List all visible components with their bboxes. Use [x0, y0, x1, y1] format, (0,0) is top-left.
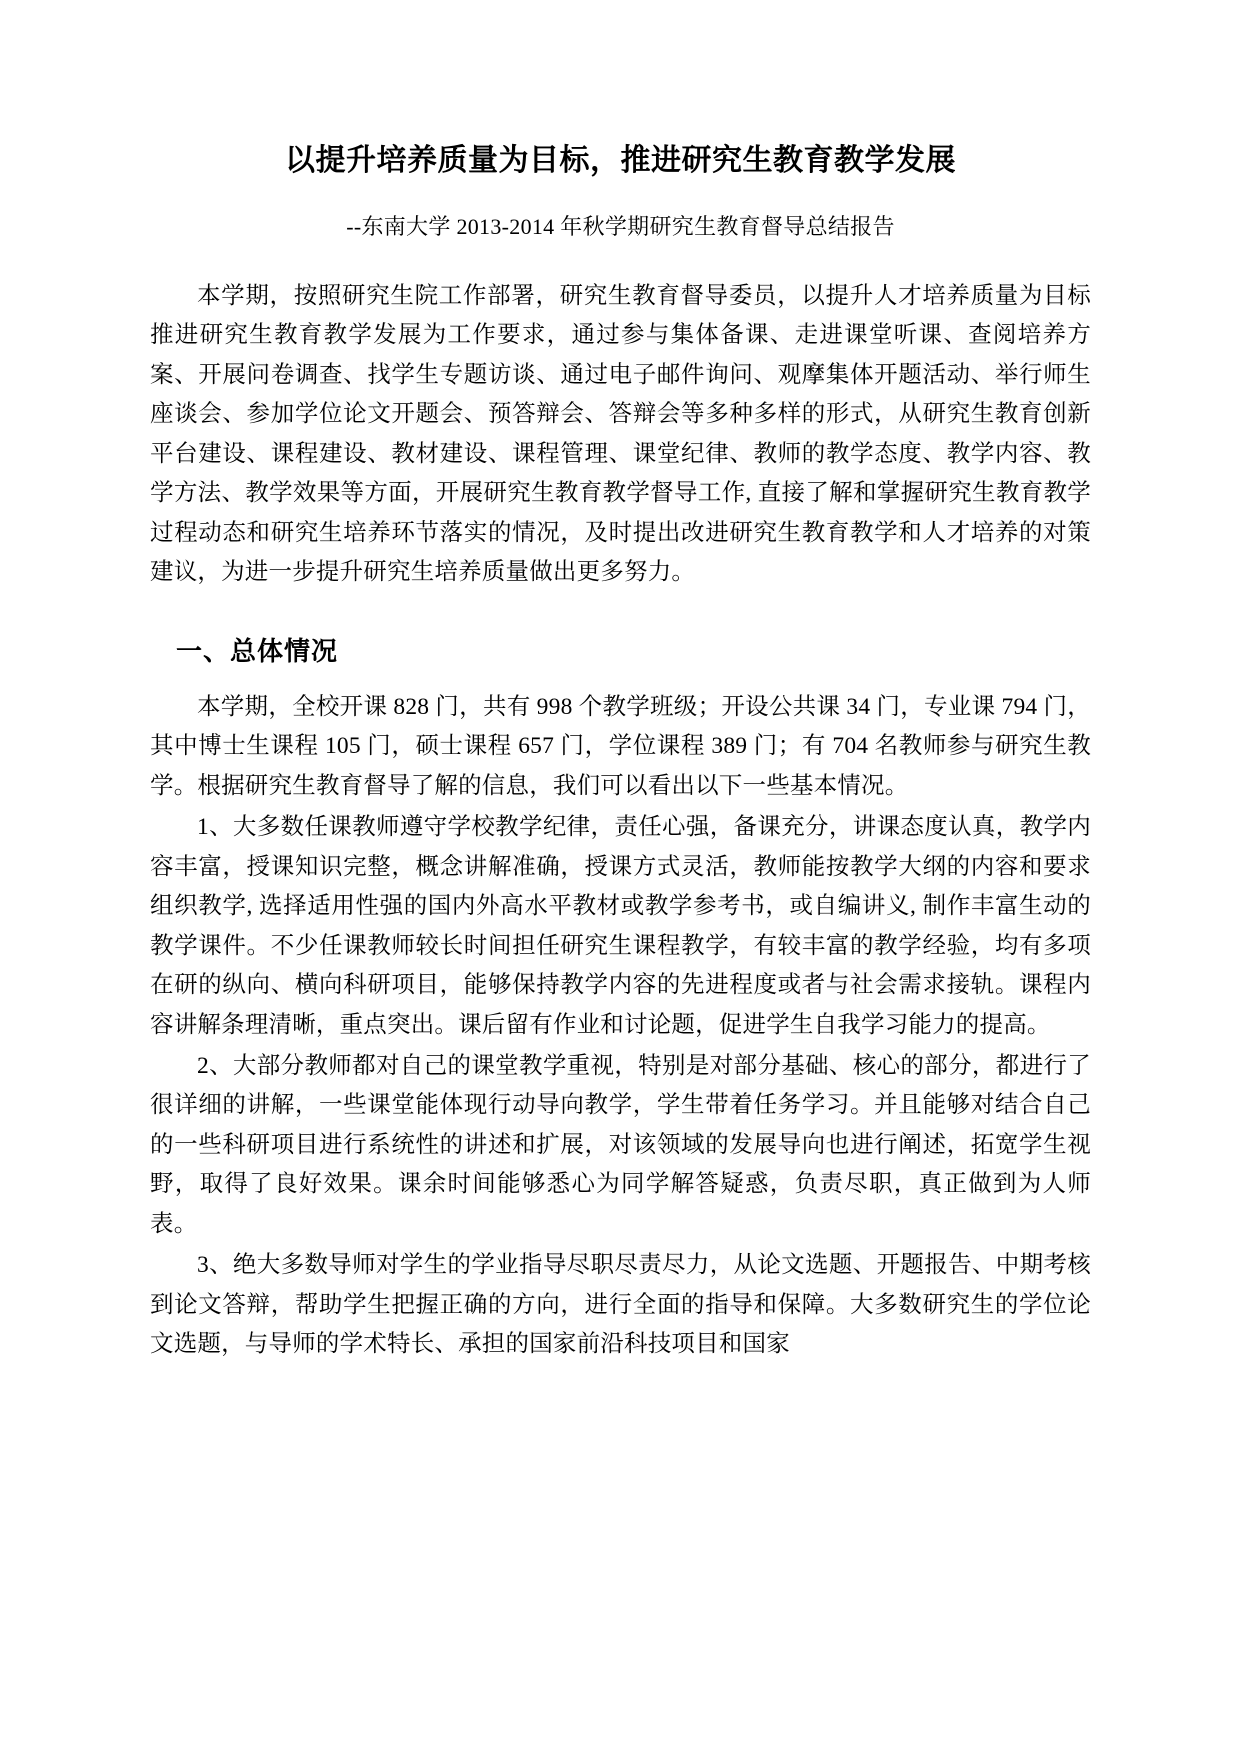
page-title: 以提升培养质量为目标，推进研究生教育教学发展 — [285, 144, 956, 177]
intro-paragraph: 本学期，按照研究生院工作部署，研究生教育督导委员，以提升人才培养质量为目标推进研究生教育教学发展为工作要求，通过参与集体备课、走进课堂听课、查阅培养方案、开展问卷调查、找学生专题访谈、通过电子邮件询问、观摩集体开题活动、举行师生座谈会、参加学位论文开题会、预答辩会、答辩会等多种多样的形式，从研究生教育创新平台建设、课程建设、教材建设、课程管理、课堂纪律、教师的教学态度、教学内容、教学方法、教学效果等方面，开展研究生教育教学督导工作, 直接了解和掌握研究生教育教学过程动态和研究生培养环节落实的情况，及时提出改进研究生教育教学和人才培养的对策建议，为进一步提升研究生培养质量做出更多努力。 — [150, 283, 1091, 586]
section-paragraph: 1、大多数任课教师遵守学校教学纪律，责任心强，备课充分，讲课态度认真，教学内容丰富，授课知识完整，概念讲解准确，授课方式灵活，教师能按教学大纲的内容和要求组织教学, 选择适用性强的国内外高水平教材或教学参考书，或自编讲义, 制作丰富生动的教学课件。不少任课教师较长时间担任研究生课程教学，有较丰富的教学经验，均有多项在研的纵向、横向科研项目，能够保持教学内容的先进程度或者与社会需求接轨。课程内容讲解条理清晰，重点突出。课后留有作业和讨论题，促进学生自我学习能力的提高。 — [150, 814, 1091, 1038]
page-subtitle: --东南大学 2013-2014 年秋学期研究生教育督导总结报告 — [346, 214, 895, 239]
section-heading-overview: 一、总体情况 — [176, 636, 339, 666]
section-paragraph: 3、绝大多数导师对学生的学业指导尽职尽责尽力，从论文选题、开题报告、中期考核到论文答辩，帮助学生把握正确的方向，进行全面的指导和保障。大多数研究生的学位论文选题，与导师的学术特长、承担的国家前沿科技项目和国家 — [150, 1252, 1091, 1358]
section-paragraph: 2、大部分教师都对自己的课堂教学重视，特别是对部分基础、核心的部分，都进行了很详细的讲解，一些课堂能体现行动导向教学，学生带着任务学习。并且能够对结合自己的一些科研项目进行系统性的讲述和扩展，对该领域的发展导向也进行阐述，拓宽学生视野，取得了良好效果。课余时间能够悉心为同学解答疑惑，负责尽职，真正做到为人师表。 — [150, 1052, 1091, 1237]
section-paragraph: 本学期，全校开课 828 门，共有 998 个教学班级；开设公共课 34 门，专业课 794 门，其中博士生课程 105 门，硕士课程 657 门，学位课程 389 门；有 704 名教师参与研究生教学。根据研究生教育督导了解的信息，我们可以看出以下一些基本情况。 — [150, 693, 1091, 799]
